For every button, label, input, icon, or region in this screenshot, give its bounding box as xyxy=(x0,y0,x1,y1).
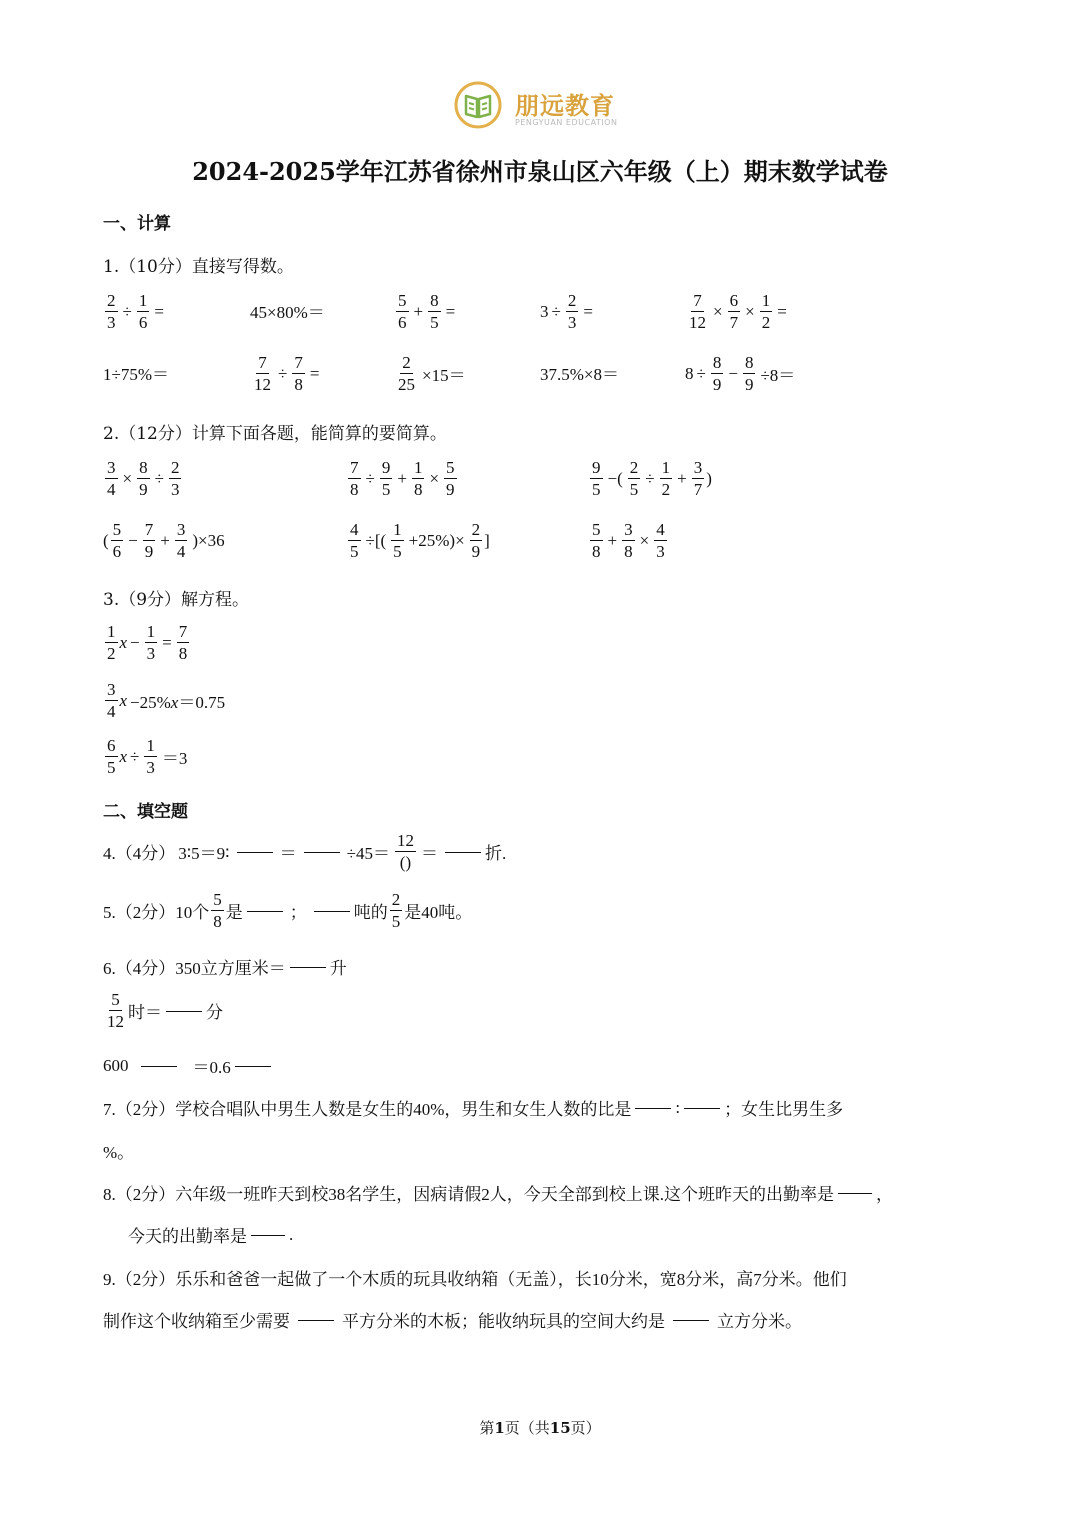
q8-text-2: 今天的出勤率是 xyxy=(128,1227,247,1246)
q6-unit-a: 升 xyxy=(329,959,347,978)
logo-subtitle: PENGYUAN EDUCATION xyxy=(515,118,618,127)
logo-name: 朋远教育 xyxy=(515,92,615,120)
q6-unit-b2: 分 xyxy=(206,1003,223,1022)
q2-item-6: $\frac{5}{8}$ + $\frac{3}{8}$ × $\frac{4}{3}$ xyxy=(592,520,665,561)
question-5: 5.（2分） 10个 $\frac{5}{8}$ 是 ； 吨的 $\frac{2}{5}$ 是40吨。 xyxy=(103,890,473,931)
q6-blank-4[interactable] xyxy=(235,1065,271,1067)
brand-logo xyxy=(453,80,633,134)
q6-label: 6.（4分） xyxy=(103,959,176,978)
q7-colon: : xyxy=(675,1097,681,1117)
q9-text-c: 立方分米。 xyxy=(717,1312,802,1331)
q1-item-2: 45×80%＝ xyxy=(250,303,325,322)
question-1: 1.（10分）直接写得数。 xyxy=(103,257,294,277)
q3-equation-2: $\frac{3}{4}$ x −25%x＝0.75 xyxy=(107,680,226,721)
question-3: 3.（9分）解方程。 xyxy=(103,590,250,610)
q5-blank-2[interactable] xyxy=(314,910,350,912)
q1-item-5: $\frac{7}{12}$ × $\frac{6}{7}$ × $\frac{1}{2}$ = xyxy=(689,291,787,332)
q9-blank-1[interactable] xyxy=(298,1319,334,1321)
q6-part-b: $\frac{5}{12}$ 时＝ 分 xyxy=(107,990,223,1031)
question-8 xyxy=(103,1180,893,1205)
q4-blank-1[interactable] xyxy=(237,851,273,853)
q2-item-1: $\frac{3}{4}$ × $\frac{8}{9}$ ÷ $\frac{2}{3}$ xyxy=(107,458,180,499)
q6-value-c1: 600 xyxy=(103,1055,129,1075)
q4-blank-3[interactable] xyxy=(445,851,481,853)
q8-end: . xyxy=(289,1224,294,1244)
question-4: 4.（4分） 3∶5＝9∶ ＝ ÷45＝ $\frac{12}{()}$ ＝ 折. xyxy=(103,831,507,872)
q1-item-4: 3 ÷ $\frac{2}{3}$ = xyxy=(540,291,593,332)
q2-item-3: $\frac{9}{5}$ −( $\frac{2}{5}$ ÷ $\frac{1}{2}$ + $\frac{3}{7}$ ) xyxy=(592,458,712,499)
question-2: 2.（12分）计算下面各题，能简算的要简算。 xyxy=(103,424,447,444)
q1-item-10: 8 ÷ $\frac{8}{9}$ − $\frac{8}{9}$ ÷8＝ xyxy=(685,353,796,394)
exam-title: 2024-2025学年江苏省徐州市泉山区六年级（上）期末数学试卷 xyxy=(192,157,888,186)
q2-item-5: $\frac{4}{5}$ ÷[( $\frac{1}{5}$ +25%)× $\frac{2}{9}$ ] xyxy=(350,520,490,561)
q6-blank-1[interactable] xyxy=(290,966,326,968)
q3-equation-3: $\frac{6}{5}$ x ÷ $\frac{1}{3}$ ＝3 xyxy=(107,736,188,777)
book-logo-icon xyxy=(453,80,503,130)
footer-text-a: 第 xyxy=(479,1419,495,1437)
q7-text-1: 7.（2分）学校合唱队中男生人数是女生的40%，男生和女生人数的比是 xyxy=(103,1100,632,1119)
q7-blank-1[interactable] xyxy=(635,1107,671,1109)
section-heading-fill: 二、填空题 xyxy=(103,802,188,822)
q6-unit-b1: 时＝ xyxy=(128,1003,162,1022)
q5-text-2: 是 xyxy=(225,903,243,922)
section-heading-calc: 一、计算 xyxy=(103,214,171,234)
question-7 xyxy=(103,1095,843,1120)
q5-label: 5.（2分） xyxy=(103,903,176,922)
q9-text-a: 制作这个收纳箱至少需要 xyxy=(103,1312,290,1331)
q5-text-1: 10个 xyxy=(175,903,210,922)
q6-part-a: 350立方厘米＝ xyxy=(175,959,286,978)
q6-part-c xyxy=(103,1053,275,1078)
q6-blank-3[interactable] xyxy=(141,1065,177,1067)
q8-comma: ， xyxy=(876,1185,893,1204)
q1-item-3: $\frac{5}{6}$ + $\frac{8}{5}$ = xyxy=(398,291,456,332)
q6-value-c2: ＝0.6 xyxy=(192,1058,231,1077)
q5-text-5: 是40吨。 xyxy=(404,903,473,922)
q1-item-6: 1÷75%＝ xyxy=(103,365,169,384)
footer-total-pages: 15 xyxy=(549,1419,571,1437)
q1-item-1: $\frac{2}{3}$ ÷ $\frac{1}{6}$ = xyxy=(107,291,164,332)
footer-page-number: 1 xyxy=(494,1419,505,1437)
q5-text-3: ； xyxy=(289,903,307,922)
q7-line-2: %。 xyxy=(103,1143,135,1162)
q5-blank-1[interactable] xyxy=(247,910,283,912)
q8-blank-1[interactable] xyxy=(838,1192,872,1194)
q7-text-2: ；女生比男生多 xyxy=(724,1100,844,1119)
q3-equation-1: $\frac{1}{2}$ x − $\frac{1}{3}$ = $\frac{7}{8}$ xyxy=(107,622,188,663)
footer-text-b: 页（共 xyxy=(504,1419,550,1437)
q7-blank-2[interactable] xyxy=(684,1107,720,1109)
question-9: 9.（2分）乐乐和爸爸一起做了一个木质的玩具收纳箱（无盖），长10分米，宽8分米，高7分米。他们 xyxy=(103,1270,847,1289)
q8-blank-2[interactable] xyxy=(251,1234,285,1236)
q4-blank-2[interactable] xyxy=(304,851,340,853)
q8-text-1: 8.（2分）六年级一班昨天到校38名学生，因病请假2人，今天全部到校上课.这个班昨天的出勤率是 xyxy=(103,1185,834,1204)
q2-item-2: $\frac{7}{8}$ ÷ $\frac{9}{5}$ + $\frac{1}{8}$ × $\frac{5}{9}$ xyxy=(350,458,455,499)
q9-text-b: 平方分米的木板；能收纳玩具的空间大约是 xyxy=(342,1312,665,1331)
q2-item-4: ( $\frac{5}{6}$ − $\frac{7}{9}$ + $\frac{3}{4}$ )×36 xyxy=(103,520,225,561)
q8-line-2 xyxy=(128,1222,293,1247)
q1-item-7: $\frac{7}{12}$ ÷ $\frac{7}{8}$ = xyxy=(254,353,320,394)
question-6 xyxy=(103,954,347,979)
q4-label: 4.（4分） xyxy=(103,844,176,863)
footer-text-c: 页） xyxy=(570,1419,601,1437)
q1-item-8: $\frac{2}{25}$ ×15＝ xyxy=(398,353,466,394)
q5-text-4: 吨的 xyxy=(353,903,388,922)
q9-line-2 xyxy=(103,1307,802,1332)
page-footer xyxy=(0,1417,1080,1438)
q1-item-9: 37.5%×8＝ xyxy=(540,365,619,384)
q6-blank-2[interactable] xyxy=(166,1010,202,1012)
q9-blank-2[interactable] xyxy=(673,1319,709,1321)
